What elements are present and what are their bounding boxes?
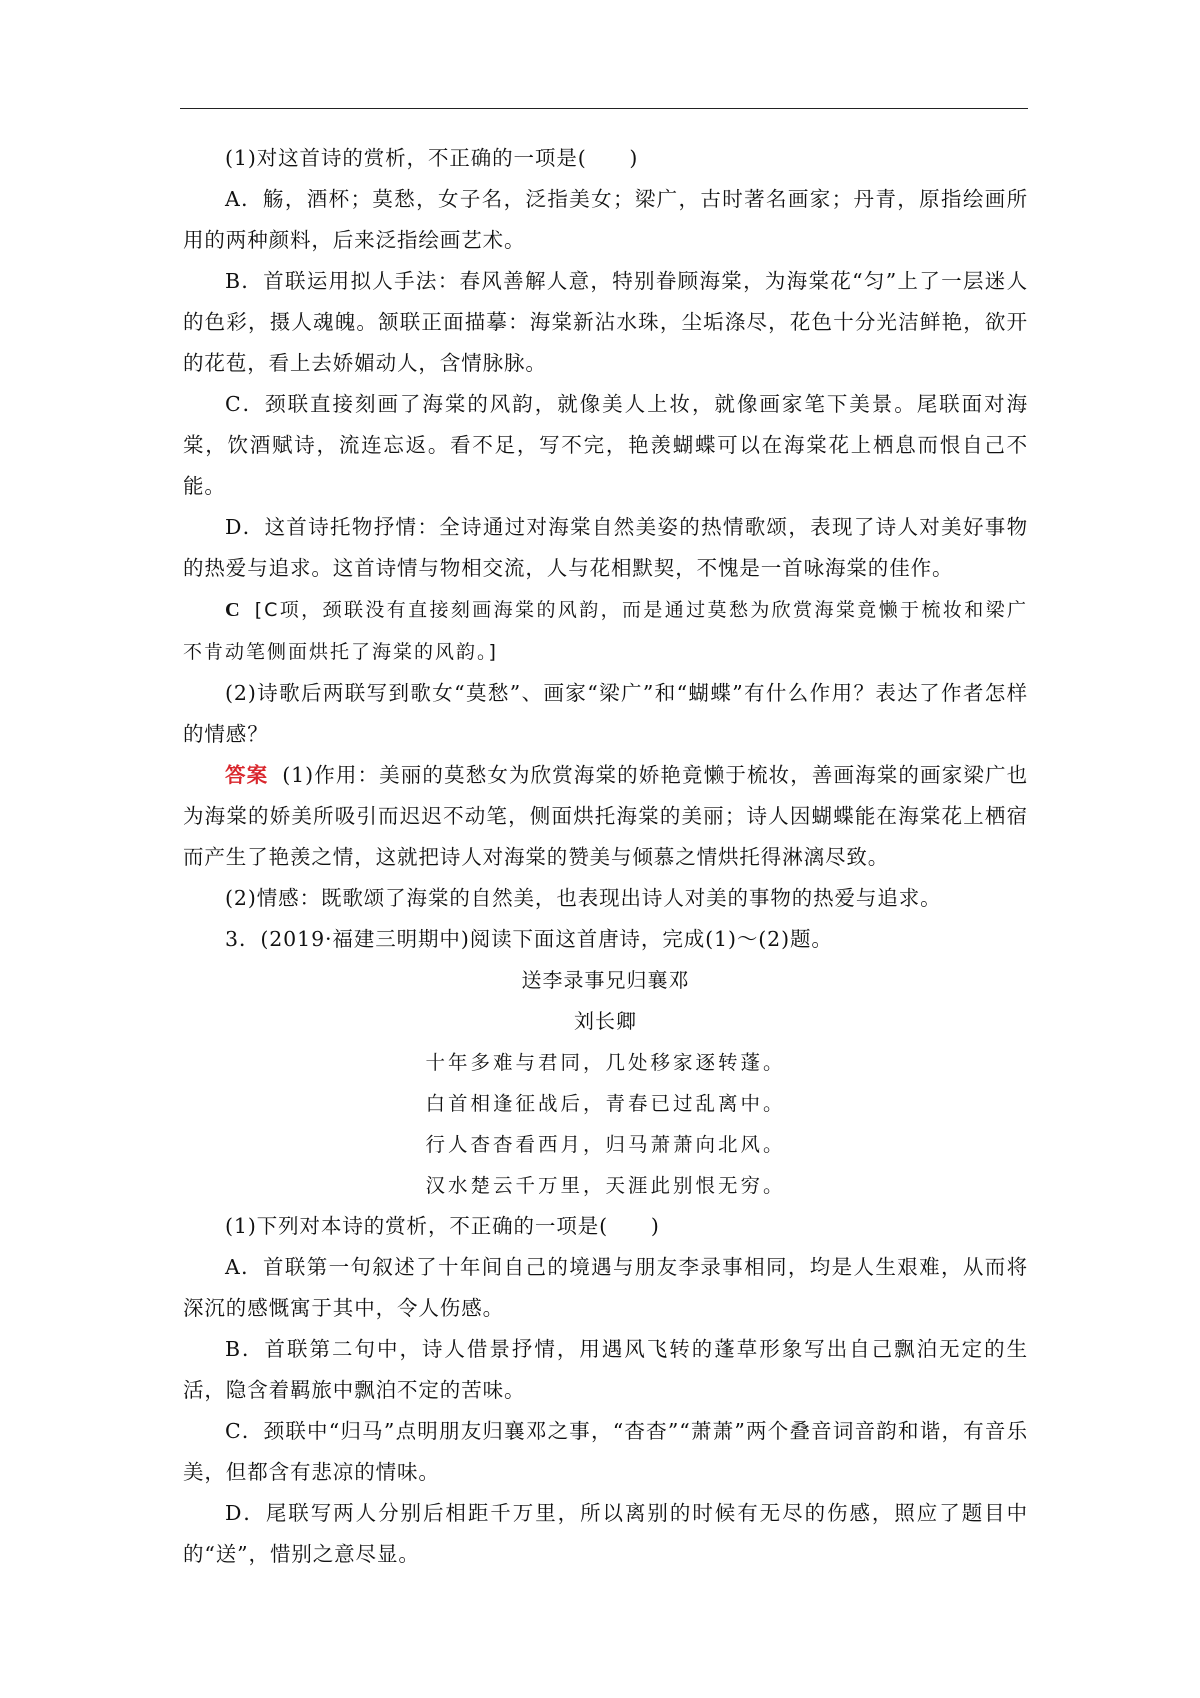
answer-label: 答案 [225,763,269,787]
question-3-intro: 3．(2019·福建三明期中)阅读下面这首唐诗，完成(1)～(2)题。 [225,927,833,951]
answer-part-1: (1)作用：美丽的莫愁女为欣赏海棠的娇艳竟懒于梳妆，善画海棠的画家梁广也为海棠的娇美所吸引而迟迟不动笔，侧面烘托海棠的美丽；诗人因蝴蝶能在海棠花上栖宿而产生了艳羡之情，这就把诗人对海棠的赞美与倾慕之情烘托得淋漓尽致。 [183,763,1028,869]
option-a: A．觞，酒杯；莫愁，女子名，泛指美女；梁广，古时著名画家；丹青，原指绘画所用的两种颜料，后来泛指绘画艺术。 [183,187,1028,252]
answer-letter: C [225,599,241,621]
question-3-1-stem: (1)下列对本诗的赏析，不正确的一项是( ) [225,1214,660,1238]
answer-part-2: (2)情感：既歌颂了海棠的自然美，也表现出诗人对美的事物的热爱与追求。 [225,886,942,910]
option-d: D．这首诗托物抒情：全诗通过对海棠自然美姿的热情歌颂，表现了诗人对美好事物的热爱与追求。这首诗情与物相交流，人与花相默契，不愧是一首咏海棠的佳作。 [183,515,1028,580]
poem-title: 送李录事兄归襄邓 [521,968,690,992]
q3-option-c: C．颈联中“归马”点明朋友归襄邓之事，“杳杳”“萧萧”两个叠音词音韵和谐，有音乐美，但都含有悲凉的情味。 [183,1419,1028,1484]
option-b: B．首联运用拟人手法：春风善解人意，特别眷顾海棠，为海棠花“匀”上了一层迷人的色彩，摄人魂魄。颔联正面描摹：海棠新沾水珠，尘垢涤尽，花色十分光洁鲜艳，欲开的花苞，看上去娇媚动人，含情脉脉。 [183,269,1028,375]
q3-option-d: D．尾联写两人分别后相距千万里，所以离别的时候有无尽的伤感，照应了题目中的“送”，惜别之意尽显。 [183,1501,1028,1566]
poem-line: 汉水楚云千万里，天涯此别恨无穷。 [425,1174,786,1197]
poem-line: 十年多难与君同，几处移家逐转蓬。 [425,1051,786,1074]
answer-explanation: [C项，颈联没有直接刻画海棠的风韵，而是通过莫愁为欣赏海棠竟懒于梳妆和梁广不肯动笔侧面烘托了海棠的风韵。] [183,599,1028,663]
document-body [183,138,1028,1575]
poem-author: 刘长卿 [574,1009,637,1033]
header-rule [180,108,1028,109]
question-2-stem: (2)诗歌后两联写到歌女“莫愁”、画家“梁广”和“蝴蝶”有什么作用？表达了作者怎样的情感？ [183,681,1028,746]
poem-line: 白首相逢征战后，青春已过乱离中。 [425,1092,786,1115]
answer-block-2 [183,755,1028,878]
q3-option-b: B．首联第二句中，诗人借景抒情，用遇风飞转的蓬草形象写出自己飘泊无定的生活，隐含着羁旅中飘泊不定的苦味。 [183,1337,1028,1402]
poem-line: 行人杳杳看西月，归马萧萧向北风。 [425,1133,786,1156]
q3-option-a: A．首联第一句叙述了十年间自己的境遇与朋友李录事相同，均是人生艰难，从而将深沉的感慨寓于其中，令人伤感。 [183,1255,1028,1320]
answer-block-1 [183,589,1028,673]
question-1-stem: (1)对这首诗的赏析，不正确的一项是( ) [225,146,639,170]
option-c: C．颈联直接刻画了海棠的风韵，就像美人上妆，就像画家笔下美景。尾联面对海棠，饮酒赋诗，流连忘返。看不足，写不完，艳羡蝴蝶可以在海棠花上栖息而恨自己不能。 [183,392,1028,498]
